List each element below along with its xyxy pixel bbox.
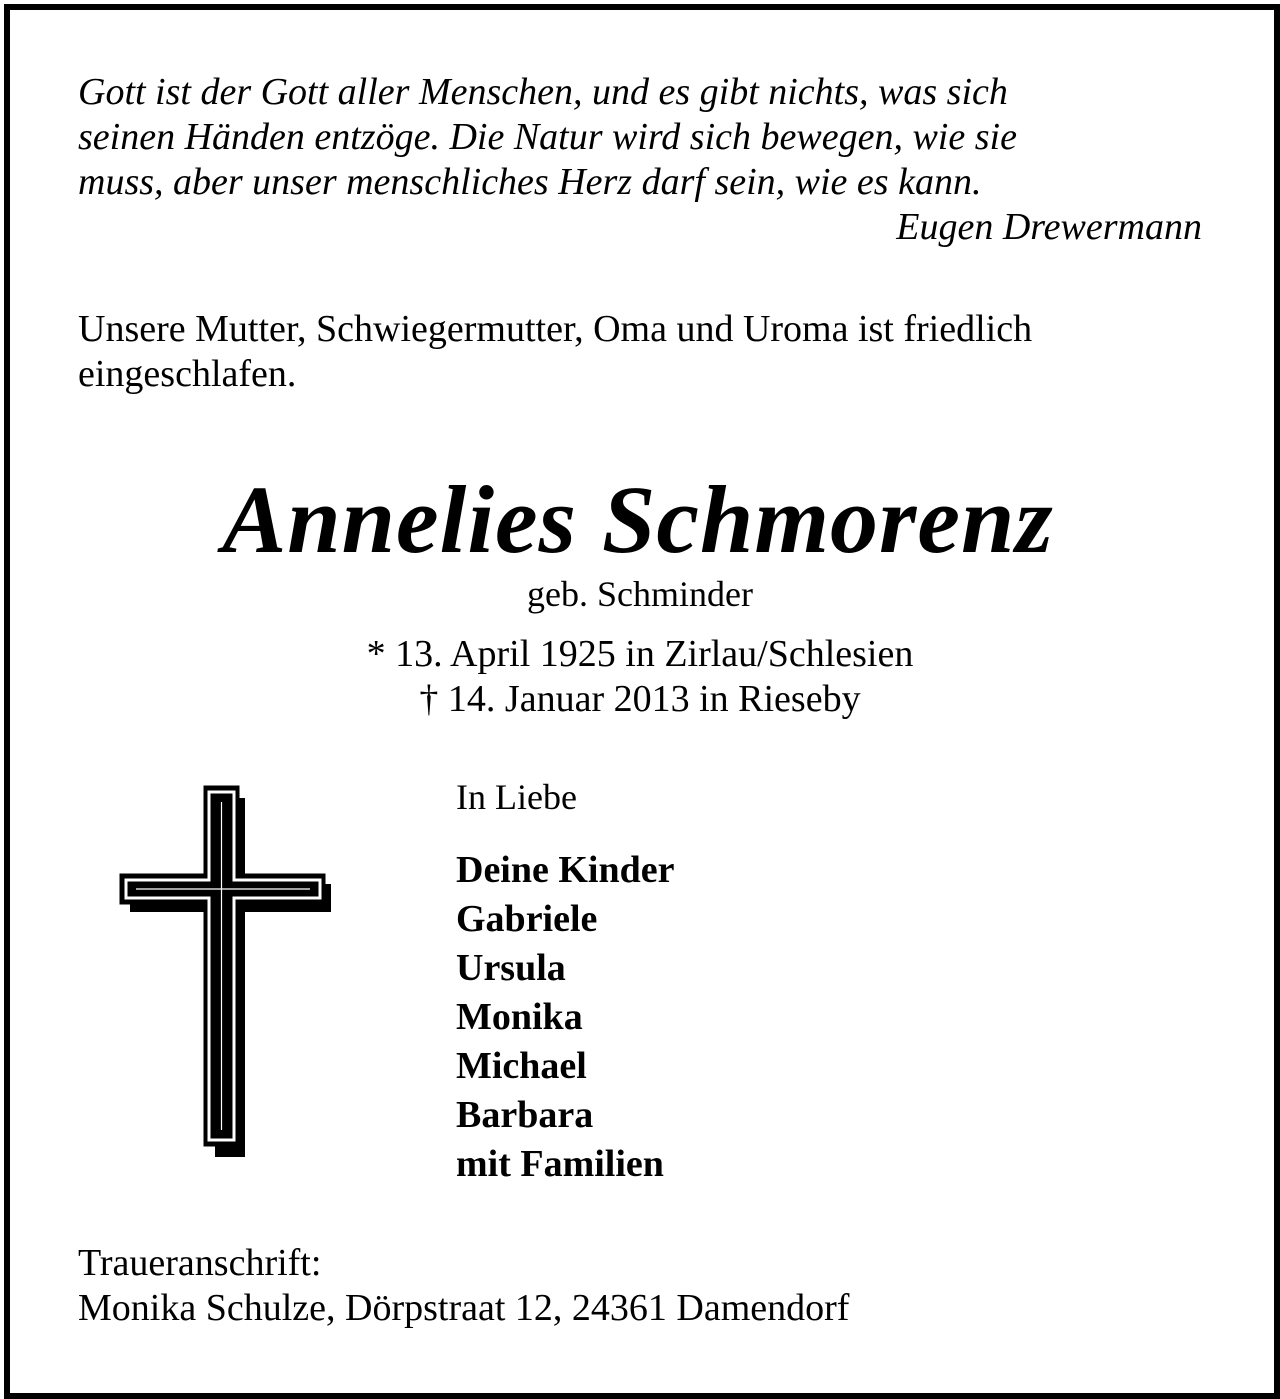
announcement-line: Unsere Mutter, Schwiegermutter, Oma und Uroma ist friedlich bbox=[78, 308, 1033, 350]
mourner-name: Barbara bbox=[456, 1094, 594, 1136]
deceased-name: Annelies Schmorenz bbox=[222, 466, 1054, 573]
mourner-name: Michael bbox=[456, 1045, 587, 1087]
quote-author: Eugen Drewermann bbox=[896, 206, 1202, 248]
birth-name: geb. Schminder bbox=[527, 574, 753, 614]
quote-line: seinen Händen entzöge. Die Natur wird sich bewegen, wie sie bbox=[78, 116, 1017, 158]
life-dates bbox=[0, 632, 1280, 722]
mourning-address bbox=[78, 1241, 849, 1331]
mourners-list bbox=[456, 846, 674, 1189]
mourner-name: mit Familien bbox=[456, 1143, 664, 1185]
mourner-name: Ursula bbox=[456, 947, 566, 989]
quote-text bbox=[78, 70, 1202, 205]
announcement-text bbox=[78, 307, 1202, 397]
birth-date: * 13. April 1925 in Zirlau/Schlesien bbox=[366, 633, 914, 675]
announcement-line: eingeschlafen. bbox=[78, 353, 297, 395]
mourner-name: Gabriele bbox=[456, 898, 598, 940]
epigraph-quote bbox=[78, 70, 1202, 250]
mourner-name: Deine Kinder bbox=[456, 849, 675, 891]
signoff-text: In Liebe bbox=[456, 777, 577, 817]
address-label: Traueranschrift: bbox=[78, 1242, 322, 1284]
mourner-name: Monika bbox=[456, 996, 583, 1038]
address-text: Monika Schulze, Dörpstraat 12, 24361 Damendorf bbox=[78, 1287, 850, 1329]
quote-line: muss, aber unser menschliches Herz darf sein, wie es kann. bbox=[78, 161, 982, 203]
cross-icon bbox=[118, 784, 338, 1160]
death-date: † 14. Januar 2013 in Rieseby bbox=[419, 678, 861, 720]
quote-line: Gott ist der Gott aller Menschen, und es gibt nichts, was sich bbox=[78, 71, 1008, 113]
